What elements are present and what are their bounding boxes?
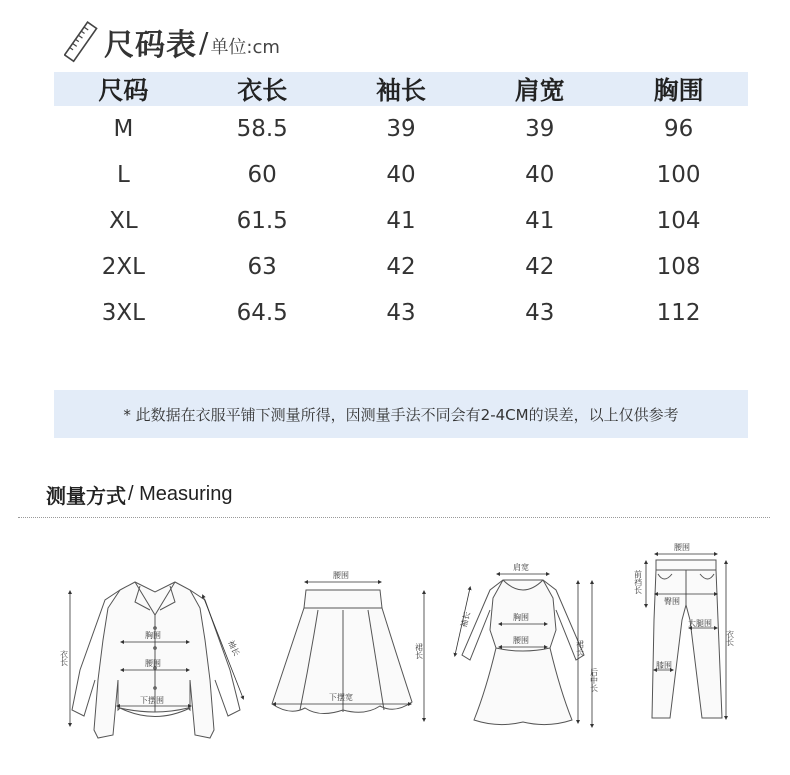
pants-length-label: 衣长 — [725, 630, 735, 646]
pants-front-rise-label: 前裆长 — [633, 570, 643, 594]
column-header-shoulder: 肩宽 — [514, 76, 565, 105]
column-header-chest: 胸围 — [653, 76, 704, 105]
table-cell: 64.5 — [236, 300, 288, 326]
column-header-size: 尺码 — [98, 76, 149, 105]
table-cell: 40 — [525, 162, 555, 188]
dress-length-label: 裙长 — [575, 640, 585, 656]
table-cell: 58.5 — [236, 116, 288, 142]
table-cell: 39 — [525, 116, 555, 142]
table-cell: 96 — [663, 116, 694, 142]
table-cell: 63 — [247, 254, 277, 280]
table-cell: 112 — [656, 300, 701, 326]
dress-chest-label: 胸围 — [513, 613, 529, 622]
column-header-sleeve: 袖长 — [375, 76, 426, 105]
pants-hip-label: 臀围 — [664, 597, 680, 606]
measurement-note — [54, 390, 748, 438]
pants-knee-label: 膝围 — [656, 661, 672, 670]
measuring-title-cn: 测量方式 — [46, 483, 126, 508]
table-cell: 41 — [525, 208, 555, 234]
dress-sleeve-label: 袖长 — [459, 610, 473, 629]
note-text: * 此数据在衣服平铺下测量所得，因测量手法不同会有2-4CM的误差，以上仅供参考 — [123, 405, 679, 424]
table-row — [54, 106, 748, 152]
dress-shoulder-label: 肩宽 — [513, 563, 529, 572]
shirt-length-label: 衣长 — [59, 650, 69, 666]
table-cell: 43 — [525, 300, 555, 326]
shirt-sleeve-label: 袖长 — [226, 639, 242, 658]
measuring-title-en: / Measuring — [128, 482, 233, 505]
shirt-waist-label: 腰围 — [145, 659, 161, 668]
title-separator: / — [199, 25, 209, 59]
measuring-section-title — [46, 480, 233, 508]
table-header-row — [54, 72, 748, 106]
page-title: 尺码表 — [104, 28, 197, 63]
table-cell: 100 — [656, 162, 701, 188]
table-cell: 43 — [386, 300, 416, 326]
dress-waist-label: 腰围 — [513, 636, 529, 645]
skirt-waist-label: 腰围 — [333, 571, 349, 580]
table-cell: 42 — [386, 254, 416, 280]
table-cell: M — [113, 116, 134, 142]
table-cell: 3XL — [101, 300, 145, 326]
table-cell: 42 — [525, 254, 555, 280]
pants-thigh-label: 大腿围 — [688, 619, 712, 628]
shirt-chest-label: 胸围 — [145, 631, 161, 640]
table-cell: XL — [109, 208, 138, 234]
table-row — [54, 152, 748, 198]
skirt-hem-label: 下摆宽 — [329, 693, 353, 702]
table-cell: 40 — [386, 162, 416, 188]
ruler-icon — [64, 21, 98, 63]
measurement-diagrams — [0, 530, 790, 775]
table-row — [54, 290, 748, 336]
size-chart-header — [64, 20, 280, 64]
column-header-length: 衣长 — [237, 76, 288, 105]
table-cell: 2XL — [101, 254, 145, 280]
table-cell: 108 — [656, 254, 701, 280]
table-row — [54, 198, 748, 244]
pants-diagram — [652, 560, 722, 718]
table-cell: 41 — [386, 208, 416, 234]
shirt-hem-label: 下摆围 — [140, 696, 164, 705]
dress-diagram — [462, 580, 584, 725]
table-cell: 60 — [247, 162, 277, 188]
table-cell: 39 — [386, 116, 416, 142]
table-cell: L — [116, 162, 130, 188]
dotted-divider — [18, 517, 770, 518]
size-table — [54, 72, 748, 336]
skirt-length-label: 裙长 — [414, 643, 424, 659]
dress-back-length-label: 后中长 — [589, 668, 599, 692]
table-cell: 104 — [656, 208, 701, 234]
table-row — [54, 244, 748, 290]
pants-waist-label: 腰围 — [674, 543, 690, 552]
table-cell: 61.5 — [236, 208, 288, 234]
unit-label: 单位:cm — [210, 37, 280, 58]
